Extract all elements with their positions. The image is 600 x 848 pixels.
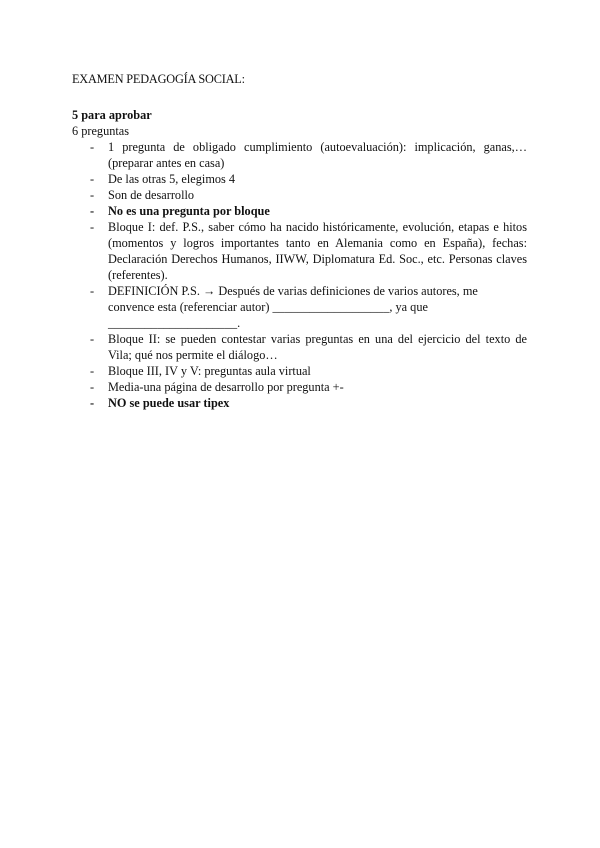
- bullet-dash: -: [90, 204, 95, 218]
- bullet-dash: -: [90, 364, 95, 378]
- spacer: [72, 87, 527, 107]
- list-item-text: Bloque III, IV y V: preguntas aula virtual: [108, 364, 311, 378]
- bullet-dash: -: [90, 140, 95, 154]
- list-item-text: Bloque II: se pueden contestar varias preguntas en una del ejercicio del texto de Vila; qué nos permite el diálogo…: [108, 332, 527, 362]
- bullet-dash: -: [90, 332, 95, 346]
- pass-requirement: 5 para aprobar: [72, 108, 152, 122]
- list-item: [72, 219, 527, 283]
- bullet-dash: -: [90, 188, 95, 202]
- list-item: [72, 187, 527, 203]
- list-item: [72, 139, 527, 171]
- list-item-text: NO se puede usar tipex: [108, 396, 230, 410]
- list-item: [72, 203, 527, 219]
- bullet-dash: -: [90, 284, 95, 298]
- list-item-text: DEFINICIÓN P.S. → Después de varias definiciones de varios autores, me convence esta (referenciar autor) ___________________, ya que _____________________.: [108, 284, 478, 330]
- list-item: [72, 331, 527, 363]
- list-item: [72, 171, 527, 187]
- list-item: [72, 363, 527, 379]
- list-item: [72, 395, 527, 411]
- bullet-dash: -: [90, 380, 95, 394]
- list-item-text: Media-una página de desarrollo por pregunta +-: [108, 380, 344, 394]
- bullet-dash: -: [90, 220, 95, 234]
- list-item: [72, 283, 527, 331]
- document-title: EXAMEN PEDAGOGÍA SOCIAL:: [72, 72, 245, 86]
- instruction-list: [72, 139, 527, 411]
- list-item-text: Son de desarrollo: [108, 188, 195, 202]
- list-item: [72, 379, 527, 395]
- bullet-dash: -: [90, 172, 95, 186]
- question-count: 6 preguntas: [72, 124, 130, 138]
- list-item-text: Bloque I: def. P.S., saber cómo ha nacido históricamente, evolución, etapas e hitos (momentos y logros importantes tanto en Alemania como en España), fechas: Declaración Derechos Humanos, IIWW, Diplomatura Ed. Soc., etc. Personas claves (referentes).: [108, 220, 527, 282]
- list-item-text: No es una pregunta por bloque: [108, 204, 270, 218]
- bullet-dash: -: [90, 396, 95, 410]
- list-item-text: 1 pregunta de obligado cumplimiento (autoevaluación): implicación, ganas,… (preparar antes en casa): [108, 140, 527, 170]
- document-body: [72, 71, 527, 411]
- list-item-text: De las otras 5, elegimos 4: [108, 172, 236, 186]
